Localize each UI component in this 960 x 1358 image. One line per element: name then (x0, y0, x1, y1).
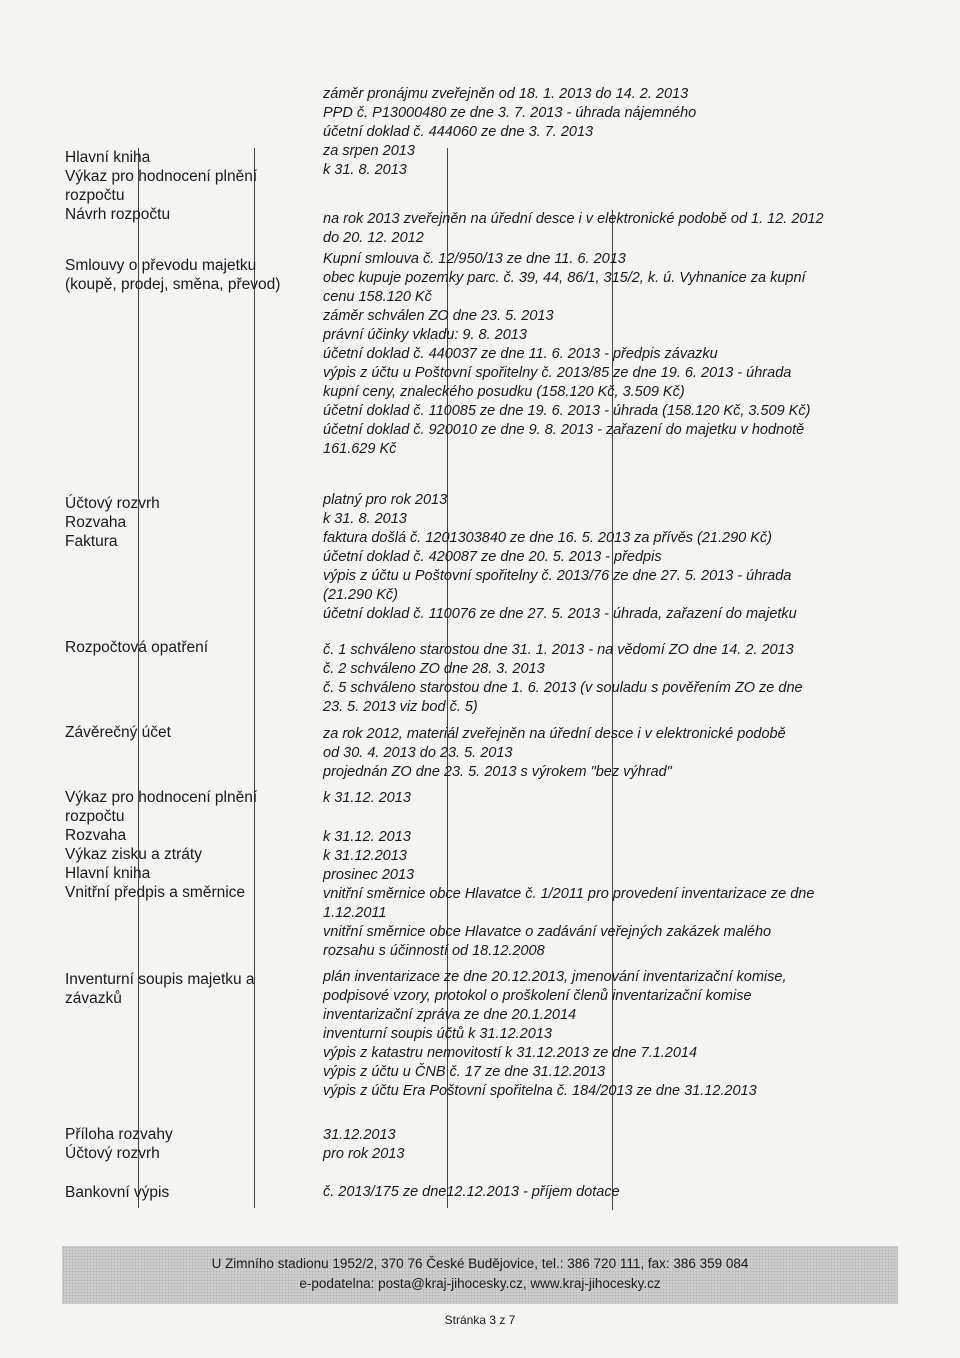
left-label-block: Smlouvy o převodu majetku (koupě, prodej, směna, převod) (65, 257, 281, 293)
right-entry-block: k 31.12. 2013 (323, 790, 411, 806)
right-entry-block: Kupní smlouva č. 12/950/13 ze dne 11. 6. 2013 obec kupuje pozemky parc. č. 39, 44, 86/1, 315/2, k. ú. Vyhnanice za kupní cenu 158.120 Kč záměr schválen ZO dne 23. 5. 2013 právní účinky vkladu: 9. 8. 2013 účetní doklad č. 440037 ze dne 11. 6. 2013 - předpis závazku výpis z účtu u Poštovní spořitelny č. 2013/85 ze dne 19. 6. 2013 - úhrada kupní ceny, znaleckého posudku (158.120 Kč, 3.509 Kč) účetní doklad č. 110085 ze dne 19. 6. 2013 - úhrada (158.120 Kč, 3.509 Kč) účetní doklad č. 920010 ze dne 9. 8. 2013 - zařazení do majetku v hodnotě 161.629 Kč (323, 251, 811, 457)
left-label-block: Rozpočtová opatření (65, 639, 209, 656)
footer-banner (62, 1246, 898, 1304)
column-divider (254, 148, 255, 1208)
right-entry-block: č. 1 schváleno starostou dne 31. 1. 2013 - na vědomí ZO dne 14. 2. 2013 č. 2 schváleno ZO dne 28. 3. 2013 č. 5 schváleno starostou dne 1. 6. 2013 (v souladu s pověřením ZO ze dne 23. 5. 2013 viz bod č. 5) (323, 642, 803, 715)
right-entry-block: plán inventarizace ze dne 20.12.2013, jmenování inventarizační komise, podpisové vzory, protokol o proškolení členů inventarizační komise inventarizační zpráva ze dne 20.1.2014 inventurní soupis účtů k 31.12.2013 výpis z katastru nemovitostí k 31.12.2013 ze dne 7.1.2014 výpis z účtu u ČNB č. 17 ze dne 31.12.2013 výpis z účtu Era Poštovní spořitelna č. 184/2013 ze dne 31.12.2013 (323, 969, 787, 1099)
right-entry-block: platný pro rok 2013 k 31. 8. 2013 faktura došlá č. 1201303840 ze dne 16. 5. 2013 za přívěs (21.290 Kč) účetní doklad č. 420087 ze dne 20. 5. 2013 - předpis výpis z účtu u Poštovní spořitelny č. 2013/76 ze dne 27. 5. 2013 - úhrada (21.290 Kč) účetní doklad č. 110076 ze dne 27. 5. 2013 - úhrada, zařazení do majetku (323, 492, 797, 622)
right-entry-block: za rok 2012, materiál zveřejněn na úřední desce i v elektronické podobě od 30. 4. 2013 do 23. 5. 2013 projednán ZO dne 23. 5. 2013 s výrokem "bez výhrad" (323, 726, 786, 780)
right-entry-block: 31.12.2013 pro rok 2013 (323, 1127, 405, 1162)
left-label-block: Příloha rozvahy Účtový rozvrh (65, 1126, 173, 1162)
footer-address: U Zimního stadionu 1952/2, 370 76 České Budějovice, tel.: 386 720 111, fax: 386 359 084 (211, 1256, 749, 1271)
right-entry-block: k 31.12. 2013 k 31.12.2013 prosinec 2013 vnitřní směrnice obce Hlavatce č. 1/2011 pro provedení inventarizace ze dne 1.12.2011 vnitřní směrnice obce Hlavatce o zadávání veřejných zakázek malého rozsahu s účinností od 18.12.2008 (323, 829, 815, 959)
right-entry-block: záměr pronájmu zveřejněn od 18. 1. 2013 do 14. 2. 2013 PPD č. P13000480 ze dne 3. 7. 2013 - úhrada nájemného účetní doklad č. 444060 ze dne 3. 7. 2013 za srpen 2013 k 31. 8. 2013 (323, 86, 697, 178)
left-label-block: Hlavní kniha Výkaz pro hodnocení plnění rozpočtu Návrh rozpočtu (65, 149, 258, 223)
left-label-block: Bankovní výpis (65, 1184, 170, 1201)
footer-contact: e-podatelna: posta@kraj-jihocesky.cz, www.kraj-jihocesky.cz (299, 1276, 661, 1291)
left-label-block: Inventurní soupis majetku a závazků (65, 971, 255, 1007)
page-number: Stránka 3 z 7 (444, 1313, 516, 1327)
right-entry-block: na rok 2013 zveřejněn na úřední desce i v elektronické podobě od 1. 12. 2012 do 20. 12. 2012 (323, 211, 824, 246)
column-divider (138, 148, 139, 1208)
right-entry-block: č. 2013/175 ze dne12.12.2013 - příjem dotace (323, 1184, 620, 1200)
left-label-block: Závěrečný účet (65, 724, 171, 741)
left-label-block: Výkaz pro hodnocení plnění rozpočtu Rozvaha Výkaz zisku a ztráty Hlavní kniha Vnitřní předpis a směrnice (65, 789, 258, 901)
left-label-block: Účtový rozvrh Rozvaha Faktura (65, 495, 160, 550)
